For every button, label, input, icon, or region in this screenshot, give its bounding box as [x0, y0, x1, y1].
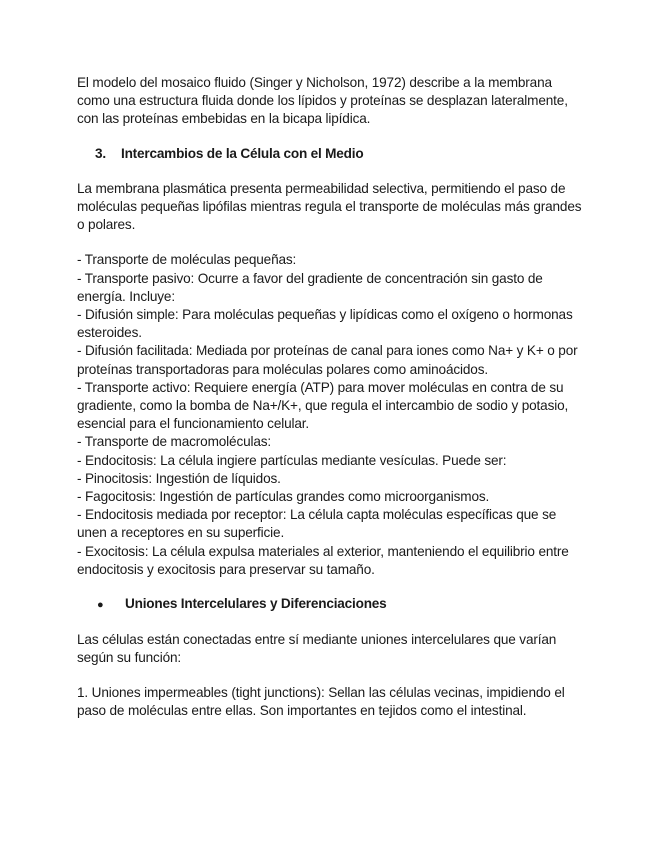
list-item: - Pinocitosis: Ingestión de líquidos. [77, 470, 281, 486]
intro-paragraph: El modelo del mosaico fluido (Singer y Nicholson, 1972) describe a la membrana como una estructura fluida donde los lípidos y proteínas se desplazan lateralmente, con las proteínas embebidas en la bicapa lipídica. [77, 75, 568, 127]
spacer [77, 614, 585, 631]
spacer [77, 668, 585, 684]
list-item: - Difusión facilitada: Mediada por proteínas de canal para iones como Na+ y K+ o por proteínas transportadoras para moléculas polares como aminoácidos. [77, 343, 578, 377]
list-item: - Transporte activo: Requiere energía (ATP) para mover moléculas en contra de su gradiente, como la bomba de Na+/K+, que regula el intercambio de sodio y potasio, esencial para el funcionamiento celular. [77, 379, 569, 432]
section-3-paragraph: La membrana plasmática presenta permeabilidad selectiva, permitiendo el paso de moléculas pequeñas lipófilas mientras regula el transporte de moléculas más grandes o polares. [77, 180, 582, 233]
unions-title: Uniones Intercelulares y Diferenciaciones [125, 596, 387, 612]
unions-heading [77, 595, 585, 614]
spacer [77, 129, 585, 145]
unions-paragraph: Las células están conectadas entre sí mediante uniones intercelulares que varían según su función: [77, 632, 557, 666]
list-item: - Difusión simple: Para moléculas pequeñas y lipídicas como el oxígeno o hormonas esteroides. [77, 307, 573, 341]
list-item: - Transporte de macromoléculas: [77, 434, 272, 450]
section-3-title: Intercambios de la Célula con el Medio [121, 145, 364, 161]
list-item: - Transporte pasivo: Ocurre a favor del gradiente de concentración sin gasto de energía. Incluye: [77, 270, 543, 304]
list-item: - Exocitosis: La célula expulsa materiales al exterior, manteniendo el equilibrio entre endocitosis y exocitosis para preservar su tamaño. [77, 543, 569, 577]
list-item: - Endocitosis mediada por receptor: La célula capta moléculas específicas que se unen a receptores en su superficie. [77, 507, 557, 541]
transport-list [77, 251, 585, 579]
unions-item-1: 1. Uniones impermeables (tight junctions): Sellan las células vecinas, impidiendo el paso de moléculas entre ellas. Son importantes en tejidos como el intestinal. [77, 684, 565, 718]
spacer [77, 234, 585, 251]
list-item: - Transporte de moléculas pequeñas: [77, 252, 297, 268]
section-3-number: 3. [95, 145, 106, 161]
bullet-icon: ● [97, 599, 104, 612]
section-3-heading [77, 145, 585, 163]
spacer [77, 163, 585, 180]
spacer [77, 579, 585, 595]
list-item: - Endocitosis: La célula ingiere partículas mediante vesículas. Puede ser: [77, 452, 507, 468]
list-item: - Fagocitosis: Ingestión de partículas grandes como microorganismos. [77, 489, 490, 505]
